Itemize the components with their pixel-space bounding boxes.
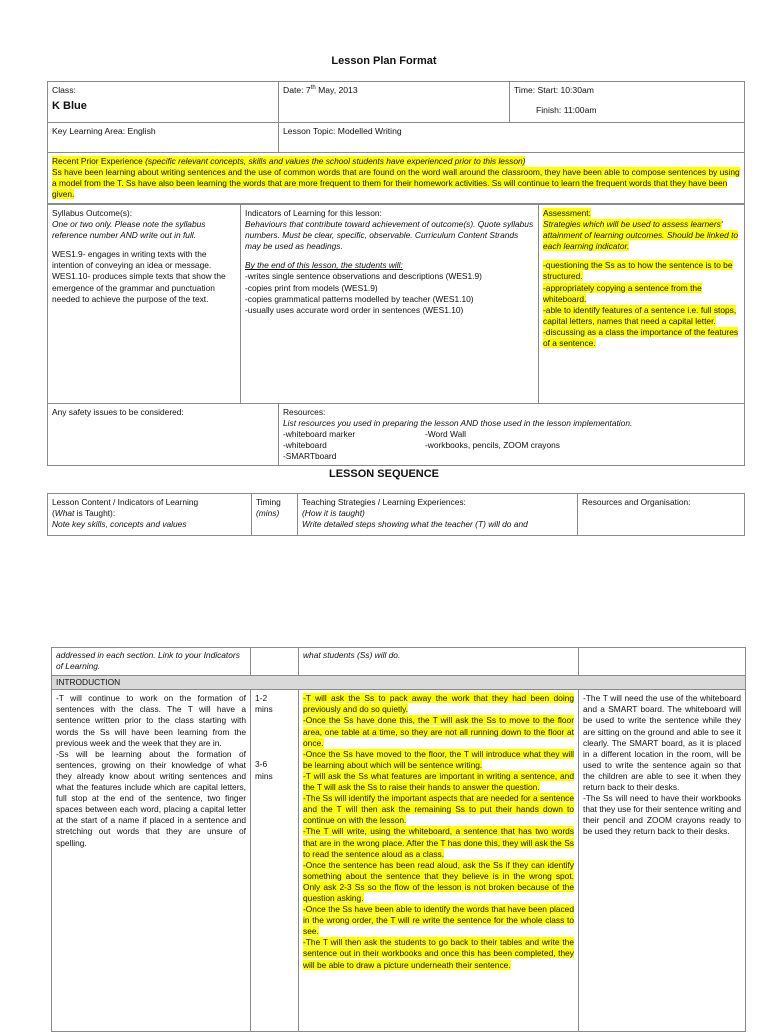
- teaching-step: -The T will write, using the whiteboard, a sentence that has two words that are in the wrong place. After the T has done this, they will ask the Ss to read the sentence aloud as a class.: [303, 826, 574, 859]
- resource-item: -workbooks, pencils, ZOOM crayons: [425, 440, 560, 451]
- topic-cell: [279, 123, 745, 153]
- assessment-label: Assessment:: [543, 208, 591, 218]
- introduction-teaching: [299, 690, 579, 1032]
- content-note: Note key skills, concepts and values: [52, 519, 187, 530]
- page-title: Lesson Plan Format: [331, 55, 437, 67]
- timing-unit: (mins): [256, 508, 280, 519]
- resource-item: -whiteboard marker: [283, 429, 356, 440]
- timing-continued: [251, 648, 299, 676]
- teaching-step: -The Ss will identify the important aspects that are needed for a sentence and the T will then ask the remaining Ss to put their hands down to continue on with the lesson.: [303, 793, 574, 826]
- resources-note: List resources you used in preparing the lesson AND those used in the lesson implementation.: [283, 418, 633, 429]
- class-label: Class:: [52, 85, 76, 95]
- assessment-cell: [539, 205, 745, 404]
- prior-label-note: (specific relevant concepts, skills and values the school students have experienced prior to this lesson): [142, 156, 526, 166]
- syllabus-outcome-2: WES1.10- produces simple texts that show the emergence of the grammar and punctuation needed to achieve the purpose of the text.: [52, 271, 226, 304]
- date-suffix: May, 2013: [315, 85, 358, 95]
- assessment-item: -appropriately copying a sentence from the whiteboard.: [543, 282, 702, 304]
- syllabus-outcome-1: WES1.9- engages in writing texts with the intention of conveying an idea or message.: [52, 249, 212, 271]
- indicators-note: Behaviours that contribute toward achievement of outcome(s). Quote syllabus numbers. Must be clear, specific, observable. Curriculum Content Strands may be used as headings.: [245, 219, 534, 252]
- teaching-step: -The T will then ask the students to go back to their tables and write the sentence out in their workbooks and once this has been completed, they will be able to draw a picture underneath their sentence.: [303, 937, 574, 970]
- content-continued: addressed in each section. Link to your Indicators of Learning.: [52, 648, 251, 676]
- class-cell: [48, 82, 279, 123]
- resources-org-header: [578, 494, 745, 536]
- timing-1-unit: mins: [255, 704, 273, 715]
- timing-header: [252, 494, 298, 536]
- syllabus-note: One or two only. Please note the syllabus reference number AND write out in full.: [52, 219, 206, 241]
- teaching-step: -T will ask the Ss what features are important in writing a sentence, and the T will ask the Ss to raise their hands to answer the question.: [303, 770, 574, 793]
- sequence-body-table: [51, 647, 746, 1032]
- assessment-item: -able to identify features of a sentence i.e. full stops, capital letters, names that need a capital letter.: [543, 304, 737, 326]
- safety-label: Any safety issues to be considered:: [52, 407, 184, 417]
- lesson-sequence-title: LESSON SEQUENCE: [328, 468, 440, 480]
- lesson-topic: Lesson Topic: Modelled Writing: [283, 126, 402, 136]
- date-prefix: Date: 7: [283, 85, 311, 95]
- content-what: What: [54, 508, 75, 519]
- assessment-note: Strategies which will be used to assess learners' attainment of learning outcomes. Should be linked to each learning indicator.: [543, 219, 739, 252]
- indicators-label: Indicators of Learning for this lesson:: [245, 208, 382, 218]
- indicators-intro: By the end of this lesson, the students will:: [245, 260, 403, 271]
- introduction-resources: [579, 690, 746, 1032]
- assessment-item: -discussing as a class the importance of the features of a sentence.: [543, 326, 739, 349]
- syllabus-cell: [48, 205, 241, 404]
- content-taught: is Taught):: [74, 508, 116, 519]
- content-label: Lesson Content / Indicators of Learning: [52, 497, 199, 507]
- teaching-continued: what students (Ss) will do.: [299, 648, 579, 676]
- resources-label: Resources:: [283, 407, 326, 417]
- outcomes-table: [47, 204, 745, 404]
- class-value: K Blue: [52, 100, 87, 113]
- resource-item: -SMARTboard: [283, 451, 337, 462]
- resources-cell: [279, 404, 745, 466]
- assessment-item: -questioning the Ss as to how the sentence is to be structured.: [543, 260, 733, 282]
- prior-label: Recent Prior Experience: [52, 156, 143, 166]
- indicator-item: -writes single sentence observations and descriptions (WES1.9): [245, 271, 482, 282]
- lesson-info-table: [47, 81, 745, 204]
- teaching-step: -Once the Ss have done this, the T will ask the Ss to move to the floor area, one table at a time, so they are not all running down to the floor at once.: [303, 715, 574, 748]
- introduction-timing: [251, 690, 299, 1032]
- section-introduction: INTRODUCTION: [52, 676, 746, 690]
- teaching-step: -Once the Ss have moved to the floor, the T will introduce what they will be learning about which will be sentence writing.: [303, 748, 574, 770]
- indicator-item: -copies grammatical patterns modelled by teacher (WES1.10): [245, 293, 474, 304]
- resources-paragraph: -The Ss will need to have their workbooks that they use for their sentence writing and their pencil and ZOOM crayons ready to be used they return back to their desks.: [583, 793, 741, 837]
- teaching-sub: (How it is taught): [302, 508, 365, 519]
- timing-2-range: 3-6: [255, 759, 268, 770]
- resource-item: -Word Wall: [425, 429, 466, 440]
- teaching-label: Teaching Strategies / Learning Experiences:: [302, 497, 466, 507]
- indicators-cell: [241, 205, 539, 404]
- timing-2-unit: mins: [255, 770, 273, 781]
- prior-text: Ss have been learning about writing sentences and the use of common words that are found on the word wall around the classroom, they have been able to compose sentences by using a model from the T. Ss have also been learning the words that are more frequent to them for their homework activities. Ss will continue to learn the frequent words that they have been given.: [52, 167, 740, 200]
- resources-continued: [579, 648, 746, 676]
- timing-1-range: 1-2: [255, 693, 268, 704]
- sequence-header-table: [47, 493, 745, 536]
- teaching-header: [298, 494, 578, 536]
- content-paragraph: -Ss will be learning about the formation of sentences, growing on their knowledge of what they already know about writing sentences and what the features include which are capital letters, full stop at the end of the sentence, two finger spaces between each word, placing a capital letter at the start of a name if placed in a sentence and stretching out words that they are unsure of spelling.: [56, 748, 246, 848]
- key-area-cell: [48, 123, 279, 153]
- safety-resources-table: [47, 403, 745, 466]
- teaching-note: Write detailed steps showing what the teacher (T) will do and: [302, 519, 528, 530]
- teaching-step: -Once the sentence has been read aloud, ask the Ss if they can identify something about the sentence that they believe is in the wrong spot. Only ask 2-3 Ss so the flow of the lesson is not broken because of the question asking.: [303, 859, 574, 903]
- content-paragraph: -T will continue to work on the formation of sentences with the class. The T will have a sentence written prior to the class starting with words the Ss will have been learning from the previous week and the week that they are in.: [56, 693, 246, 748]
- introduction-content: [52, 690, 251, 1032]
- resources-org-label: Resources and Organisation:: [582, 497, 691, 507]
- time-start: Time: Start: 10:30am: [514, 85, 594, 95]
- prior-experience-cell: [48, 153, 745, 204]
- safety-cell: [48, 404, 279, 466]
- time-cell: [510, 82, 745, 123]
- timing-label: Timing: [256, 497, 281, 507]
- indicator-item: -usually uses accurate word order in sentences (WES1.10): [245, 304, 464, 315]
- resource-item: -whiteboard: [283, 440, 327, 451]
- content-paren: (: [52, 508, 55, 519]
- teaching-step: -Once the Ss have been able to identify the words that have been placed in the wrong order, the T will re write the sentence for the whole class to see.: [303, 904, 574, 937]
- content-header: [48, 494, 252, 536]
- date-cell: [279, 82, 510, 123]
- resources-paragraph: -The T will need the use of the whiteboard and a SMART board. The whiteboard will be used to write the sentence while they are sitting on the ground and able to see it clearly. The SMART board, as it is placed in a different location in the room, will be used to write the sentence again so that the children are able to see it when they return back to their desks.: [583, 693, 741, 793]
- indicator-item: -copies print from models (WES1.9): [245, 282, 378, 293]
- teaching-step: -T will ask the Ss to pack away the work that they had been doing previously and do so quietly.: [303, 693, 574, 715]
- syllabus-label: Syllabus Outcome(s):: [52, 208, 133, 218]
- key-area: Key Learning Area: English: [52, 126, 156, 136]
- time-finish: Finish: 11:00am: [536, 105, 597, 116]
- date-sup: th: [310, 85, 316, 92]
